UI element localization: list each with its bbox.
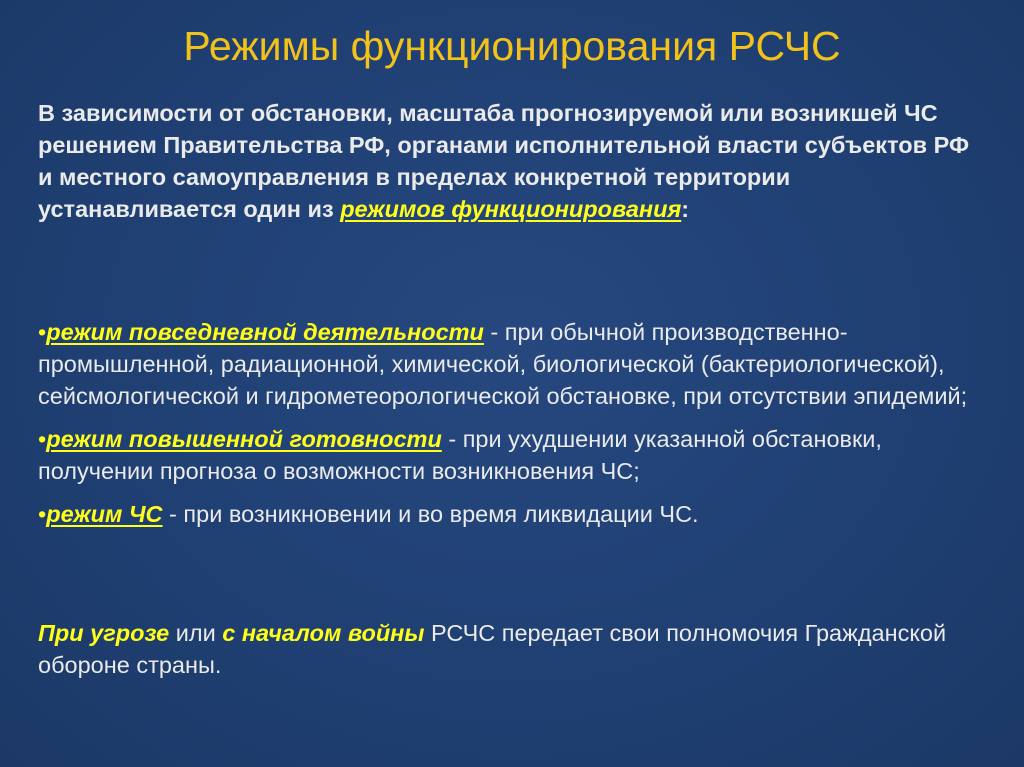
outro-paragraph bbox=[38, 617, 988, 681]
outro-connector: или bbox=[169, 620, 223, 646]
intro-text: В зависимости от обстановки, масштаба прогнозируемой или возникшей ЧС решением Правительства РФ, органами исполнительной власти субъектов РФ и местного самоуправления в пределах конкретной территории устанавливается один из bbox=[38, 100, 970, 222]
intro-highlight: режимов функционирования bbox=[340, 196, 682, 222]
outro-phrase-war: с началом войны bbox=[222, 620, 425, 646]
intro-suffix: : bbox=[681, 196, 690, 222]
slide-title: Режимы функционирования РСЧС bbox=[183, 23, 841, 69]
mode-description: - при ухудшении указанной обстановки, получении прогноза о возможности возникновения ЧС; bbox=[38, 426, 882, 484]
list-item bbox=[38, 498, 988, 530]
list-item bbox=[38, 316, 988, 412]
bullet: • bbox=[38, 426, 47, 452]
list-item bbox=[38, 423, 988, 487]
bullet: • bbox=[38, 501, 47, 527]
mode-term: режим повышенной готовности bbox=[46, 426, 442, 452]
mode-term: режим ЧС bbox=[46, 501, 163, 527]
intro-paragraph bbox=[38, 97, 988, 225]
outro-phrase-threat: При угрозе bbox=[38, 620, 170, 646]
mode-term: режим повседневной деятельности bbox=[46, 319, 484, 345]
mode-description: - при возникновении и во время ликвидации ЧС. bbox=[162, 501, 699, 527]
outro-rest: РСЧС передает свои полномочия Гражданской обороне страны. bbox=[38, 620, 947, 678]
bullet: • bbox=[38, 319, 47, 345]
modes-list bbox=[38, 316, 988, 530]
mode-description: - при обычной производственно-промышленной, радиационной, химической, биологической (бактериологической), сейсмологической и гидрометеорологической обстановке, при отсутствии эпидемий; bbox=[38, 319, 968, 409]
